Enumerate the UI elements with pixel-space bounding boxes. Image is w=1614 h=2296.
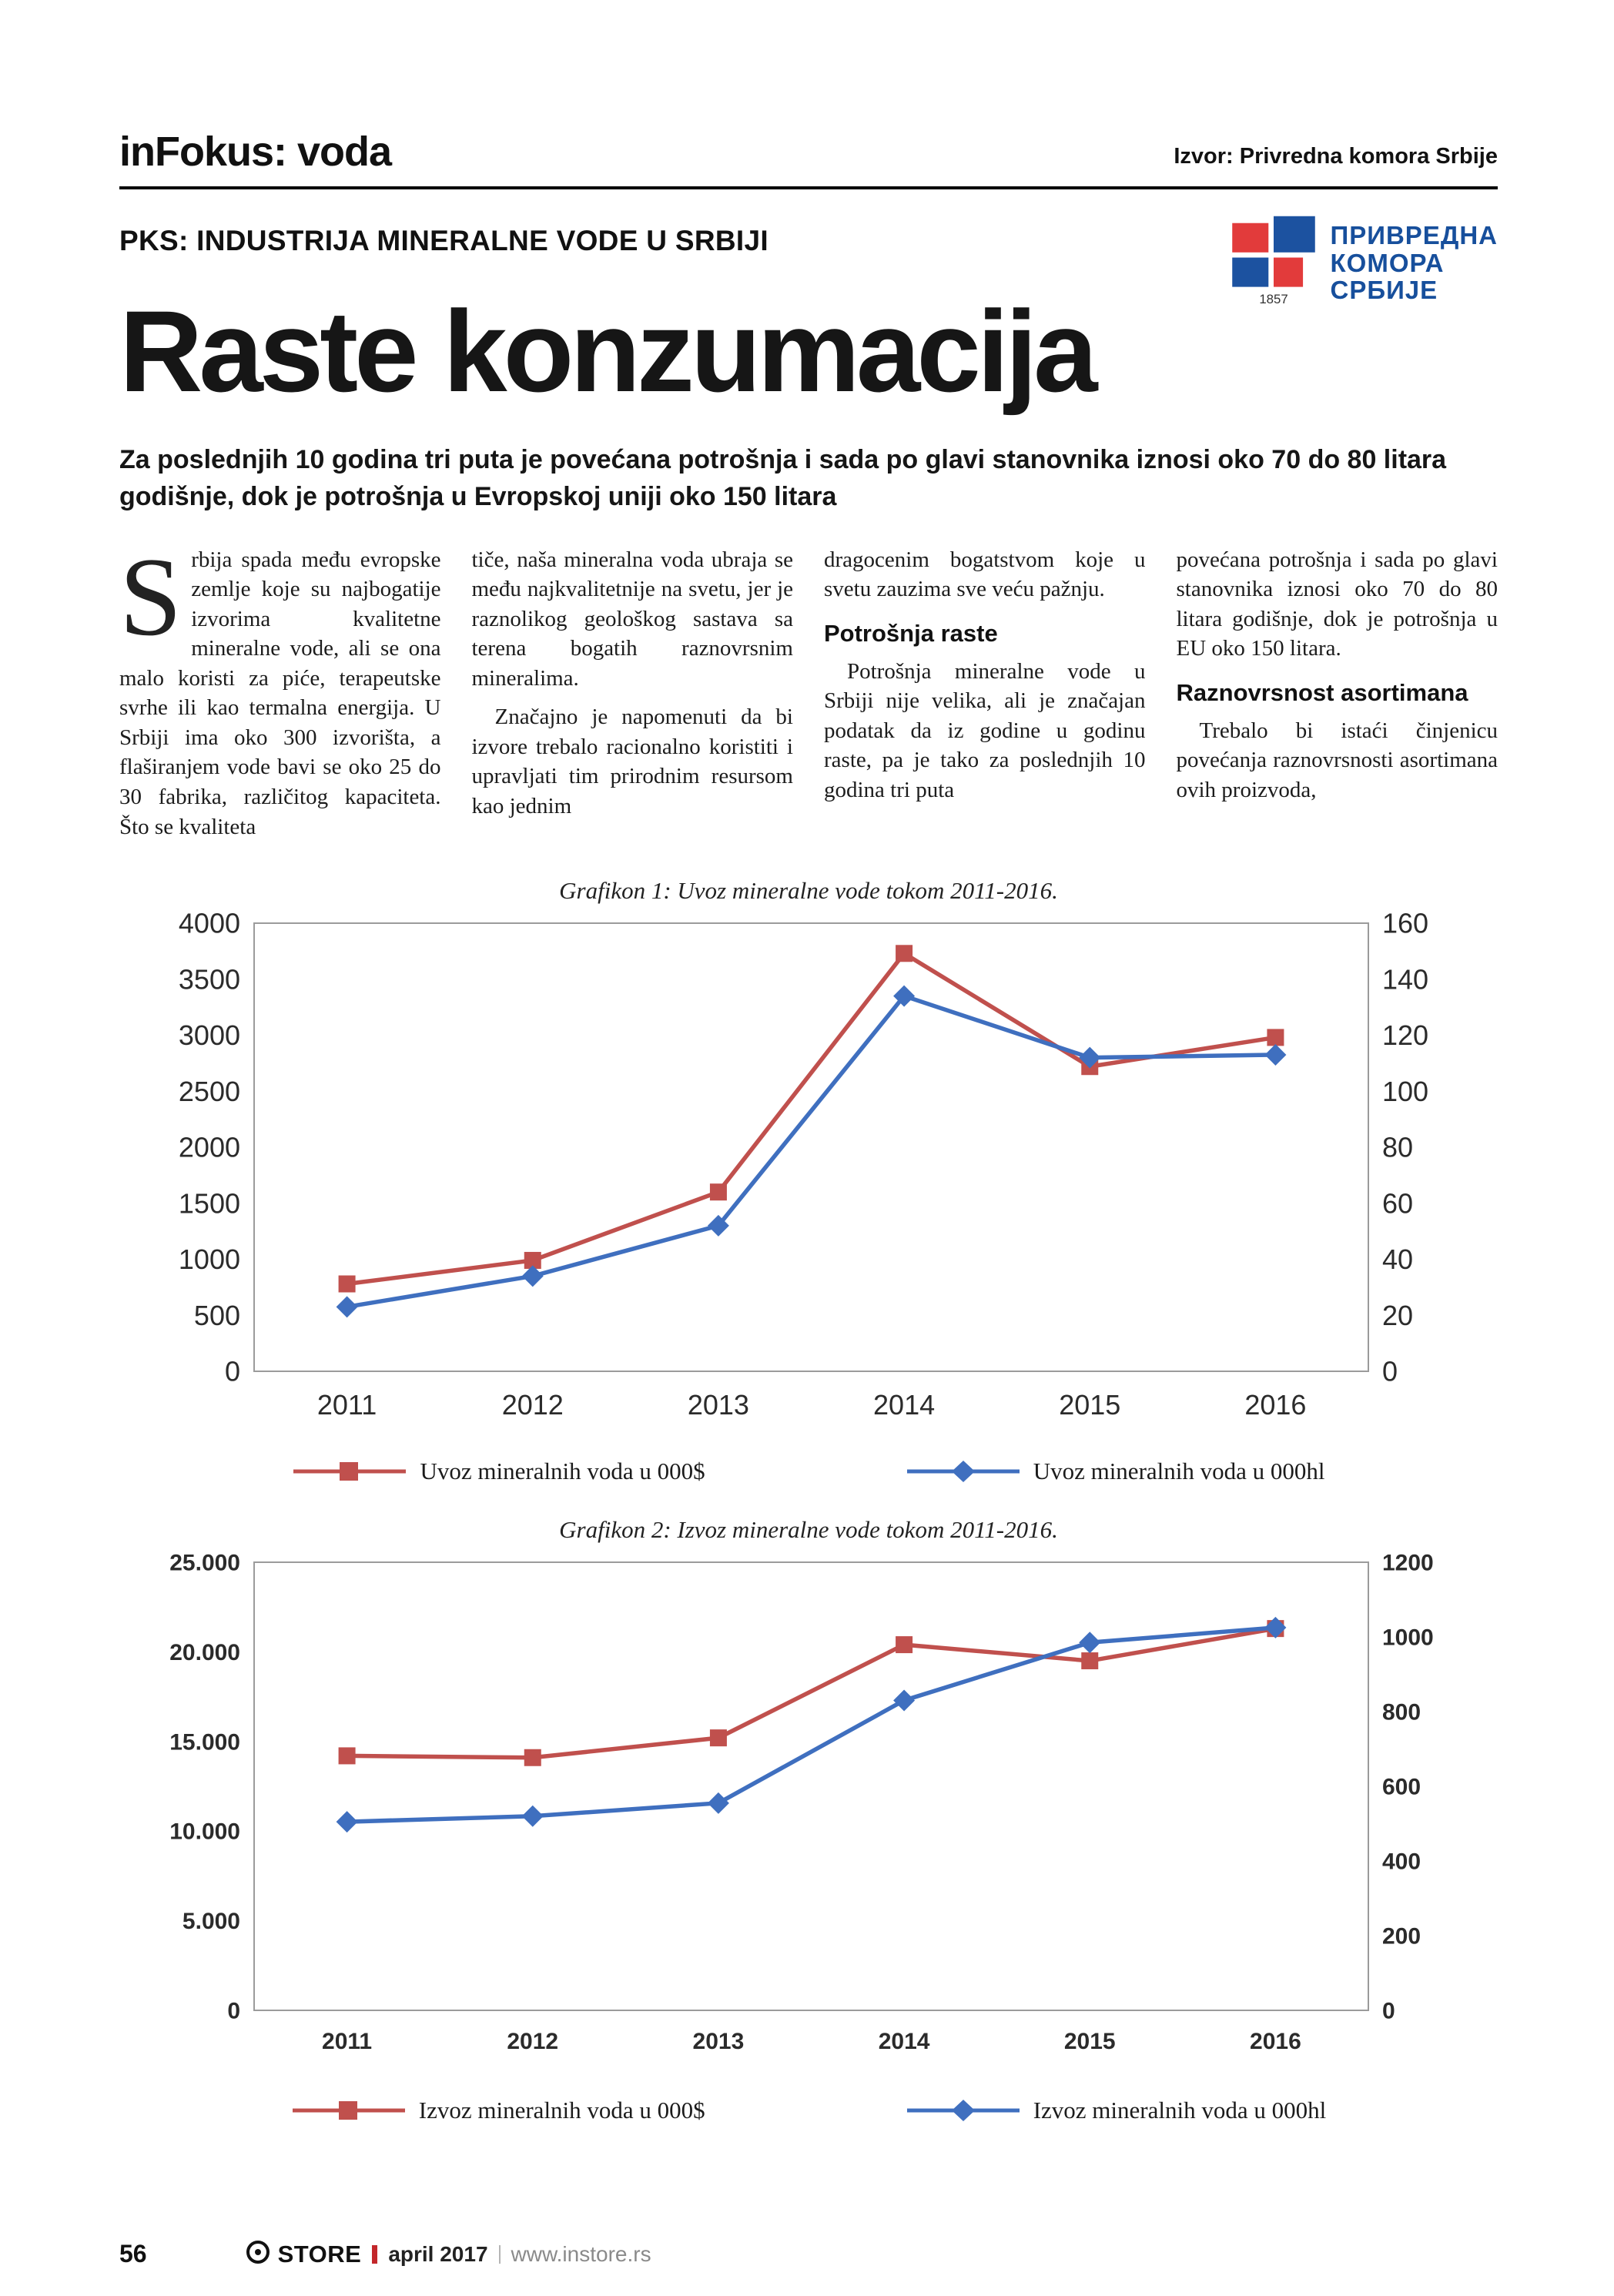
- dropcap: S: [119, 534, 182, 659]
- body-column-2: [472, 545, 794, 842]
- article-kicker: PKS: INDUSTRIJA MINERALNE VODE U SRBIJI: [119, 225, 768, 256]
- chart2-legend: [119, 2097, 1498, 2124]
- body-text: povećana potrošnja i sada po glavi stanovnika iznosi oko 70 do 80 litara godišnje, dok je potrošnja u EU oko 150 litara.: [1176, 547, 1498, 661]
- svg-text:2013: 2013: [692, 2029, 745, 2055]
- svg-text:20.000: 20.000: [169, 1640, 240, 1666]
- legend-label: Izvoz mineralnih voda u 000$: [418, 2097, 705, 2124]
- svg-text:100: 100: [1382, 1076, 1429, 1108]
- pks-logo-text: [1331, 222, 1498, 304]
- page-footer: [119, 2240, 1498, 2268]
- pks-logo-icon: [1231, 214, 1317, 312]
- legend-entry-izvoz-usd: [291, 2097, 705, 2124]
- legend-label: Uvoz mineralnih voda u 000hl: [1033, 1458, 1325, 1485]
- svg-text:1200: 1200: [1382, 1550, 1434, 1576]
- svg-text:0: 0: [227, 1998, 240, 2024]
- subhead-potrosnja-raste: Potrošnja raste: [824, 619, 998, 647]
- svg-text:1500: 1500: [178, 1187, 240, 1220]
- body-column-1: [119, 534, 441, 842]
- svg-text:0: 0: [224, 1355, 240, 1387]
- chart1-legend: [119, 1458, 1498, 1485]
- chart1-section: [119, 877, 1498, 1485]
- svg-text:0: 0: [1382, 1998, 1395, 2024]
- svg-text:2016: 2016: [1244, 1389, 1307, 1421]
- subhead-raznovrsnost: Raznovrsnost asortimana: [1176, 678, 1468, 706]
- article-body: [119, 534, 1498, 842]
- svg-text:2012: 2012: [507, 2029, 559, 2055]
- svg-text:2013: 2013: [687, 1389, 749, 1421]
- svg-text:2014: 2014: [878, 2029, 930, 2055]
- body-column-4: [1177, 545, 1498, 842]
- body-column-3: [824, 545, 1146, 842]
- body-text: Trebalo bi istaći činjenicu povećanja raznovrsnosti asortimana ovih proizvoda,: [1176, 718, 1498, 802]
- svg-text:0: 0: [1382, 1355, 1398, 1387]
- legend-entry-uvoz-usd: [292, 1458, 705, 1485]
- svg-text:40: 40: [1382, 1243, 1414, 1276]
- svg-text:200: 200: [1382, 1923, 1421, 1950]
- blue-diamond-marker-icon: [906, 1460, 1021, 1483]
- svg-text:2015: 2015: [1063, 2029, 1116, 2055]
- svg-text:2015: 2015: [1059, 1389, 1121, 1421]
- svg-text:120: 120: [1382, 1019, 1429, 1052]
- chart2-canvas: [119, 1550, 1498, 2089]
- svg-text:140: 140: [1382, 963, 1429, 996]
- red-square-marker-icon: [291, 2099, 407, 2122]
- masthead-rule: [119, 186, 1498, 189]
- svg-text:2012: 2012: [501, 1389, 564, 1421]
- svg-text:2014: 2014: [873, 1389, 936, 1421]
- svg-text:2500: 2500: [178, 1076, 240, 1108]
- svg-text:800: 800: [1382, 1699, 1421, 1725]
- chart1-canvas: [119, 911, 1498, 1450]
- chart2-title: Grafikon 2: Izvoz mineralne vode tokom 2011-2016.: [559, 1516, 1058, 1544]
- body-text: rbija spada među evropske zemlje koje su najbogatije izvorima kvalitetne mineralne vode, ali se ona malo koristi za piće, terapeutske svrhe ili kao termalna energija. U Srbiji ima oko 300 izvorišta, a flaširanjem vode bavi se oko 25 do 30 fabrika, različitog kapaciteta. Što se kvaliteta: [119, 547, 441, 839]
- pks-logo-line3: СРБИЈЕ: [1330, 276, 1438, 305]
- footer-separator: [372, 2245, 377, 2264]
- pks-logo: [1231, 214, 1498, 312]
- svg-text:20: 20: [1382, 1300, 1414, 1332]
- footer-date: april 2017: [388, 2241, 488, 2266]
- chart1-title: Grafikon 1: Uvoz mineralne vode tokom 2011-2016.: [559, 877, 1058, 905]
- chart2-section: [119, 1516, 1498, 2124]
- pks-logo-year: 1857: [1258, 291, 1288, 306]
- svg-text:600: 600: [1382, 1774, 1421, 1800]
- article-lead: Za poslednjih 10 godina tri puta je povećana potrošnja i sada po glavi stanovnika iznosi oko 70 do 80 litara godišnje, dok je potrošnja u Evropskoj uniji oko 150 litara: [119, 445, 1447, 512]
- footer-separator: [499, 2245, 501, 2264]
- svg-text:25.000: 25.000: [169, 1550, 240, 1576]
- svg-text:80: 80: [1382, 1131, 1414, 1163]
- svg-text:4000: 4000: [178, 911, 240, 939]
- source-credit: Izvor: Privredna komora Srbije: [1174, 144, 1498, 169]
- svg-text:3500: 3500: [178, 963, 240, 996]
- masthead: [119, 0, 1498, 176]
- section-brand: inFokus: voda: [119, 129, 392, 175]
- legend-label: Izvoz mineralnih voda u 000hl: [1033, 2097, 1327, 2124]
- article-title: Raste konzumacija: [119, 286, 1094, 416]
- body-text: tiče, naša mineralna voda ubraja se među najkvalitetnije na svetu, jer je raznolikog geološkog sastava sa terena bogatih raznovrsnim mineralima.: [471, 547, 793, 691]
- svg-text:400: 400: [1382, 1849, 1421, 1875]
- svg-text:160: 160: [1382, 911, 1429, 939]
- svg-text:3000: 3000: [178, 1019, 240, 1052]
- svg-text:10.000: 10.000: [169, 1819, 240, 1845]
- legend-entry-izvoz-hl: [906, 2097, 1327, 2124]
- svg-text:2016: 2016: [1250, 2029, 1301, 2055]
- body-text: Potrošnja mineralne vode u Srbiji nije velika, ali je značajan podatak da iz godine u godinu raste, pa je tako za poslednjih 10 godina tri puta: [824, 658, 1146, 802]
- footer-brand: STORE: [277, 2240, 362, 2268]
- legend-label: Uvoz mineralnih voda u 000$: [420, 1458, 705, 1485]
- body-text: dragocenim bogatstvom koje u svetu zauzima sve veću pažnju.: [824, 547, 1146, 602]
- svg-text:1000: 1000: [1382, 1625, 1434, 1651]
- instore-logo-icon: [246, 2240, 270, 2268]
- svg-text:15.000: 15.000: [169, 1729, 240, 1755]
- svg-text:2000: 2000: [178, 1131, 240, 1163]
- pks-logo-line2: КОМОРА: [1330, 248, 1445, 277]
- svg-text:2011: 2011: [322, 2029, 373, 2055]
- svg-text:2011: 2011: [316, 1389, 377, 1421]
- footer-website: www.instore.rs: [511, 2241, 651, 2266]
- svg-text:5.000: 5.000: [182, 1909, 240, 1935]
- svg-text:500: 500: [193, 1300, 240, 1332]
- page-number: 56: [119, 2240, 147, 2268]
- pks-logo-line1: ПРИВРЕДНА: [1330, 221, 1498, 250]
- kicker-row: [119, 221, 1498, 306]
- blue-diamond-marker-icon: [906, 2099, 1021, 2122]
- svg-text:1000: 1000: [178, 1243, 240, 1276]
- body-text: Značajno je napomenuti da bi izvore trebalo racionalno koristiti i upravljati tim prirodnim resursom kao jednim: [471, 705, 793, 819]
- legend-entry-uvoz-hl: [906, 1458, 1325, 1485]
- red-square-marker-icon: [292, 1460, 407, 1483]
- svg-text:60: 60: [1382, 1187, 1414, 1220]
